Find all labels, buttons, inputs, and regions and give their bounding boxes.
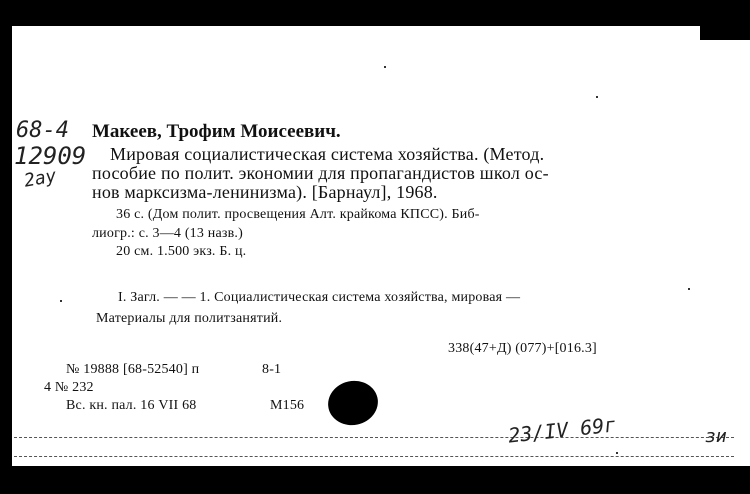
details-line-2: лиогр.: с. 3—4 (13 назв.)	[92, 226, 243, 241]
handwritten-code-low: 2ау	[22, 165, 59, 192]
registry-code: 8-1	[262, 362, 282, 377]
speck	[596, 96, 598, 98]
details-line-3: 20 см. 1.500 экз. Б. ц.	[116, 244, 247, 259]
speck	[384, 66, 386, 68]
handwritten-code-mid: 12909	[14, 142, 87, 170]
title-line-3: нов марксизма-ленинизма). [Барнаул], 1968.	[92, 182, 438, 202]
scan-line-2	[14, 456, 734, 457]
registry-line-2: 4 № 232	[44, 380, 94, 395]
handwritten-bottom-note: 23/IV 69г	[507, 412, 618, 448]
handwritten-code-top: 68-4	[16, 118, 69, 143]
scan-border-top	[0, 0, 750, 26]
scan-line-1	[14, 437, 734, 438]
title-line-2: пособие по полит. экономии для пропагандистов школ ос-	[92, 163, 549, 183]
ink-blot	[324, 376, 382, 429]
registry-m-code: М156	[270, 398, 305, 413]
classification-code: 338(47+Д) (077)+[016.3]	[448, 341, 597, 356]
speck	[616, 452, 618, 454]
scan-border-left	[0, 0, 12, 494]
author-heading: Макеев, Трофим Моисеевич.	[92, 121, 341, 142]
scan-border-topright	[700, 0, 750, 40]
details-line-1: 36 с. (Дом полит. просвещения Алт. крайкома КПСС). Биб-	[116, 207, 480, 222]
speck	[60, 300, 62, 302]
handwritten-bottom-right: зи	[705, 426, 727, 447]
title-line-1: Мировая социалистическая система хозяйства. (Метод.	[110, 144, 545, 164]
subject-line-2: Материалы для политзанятий.	[96, 311, 283, 326]
registry-number: № 19888 [68-52540] п	[66, 362, 200, 377]
registry-line-3: Вс. кн. пал. 16 VII 68	[66, 398, 197, 413]
scan-border-bottom	[0, 466, 750, 494]
subject-line-1: I. Загл. — — 1. Социалистическая система хозяйства, мировая —	[118, 290, 521, 305]
speck	[688, 288, 690, 290]
